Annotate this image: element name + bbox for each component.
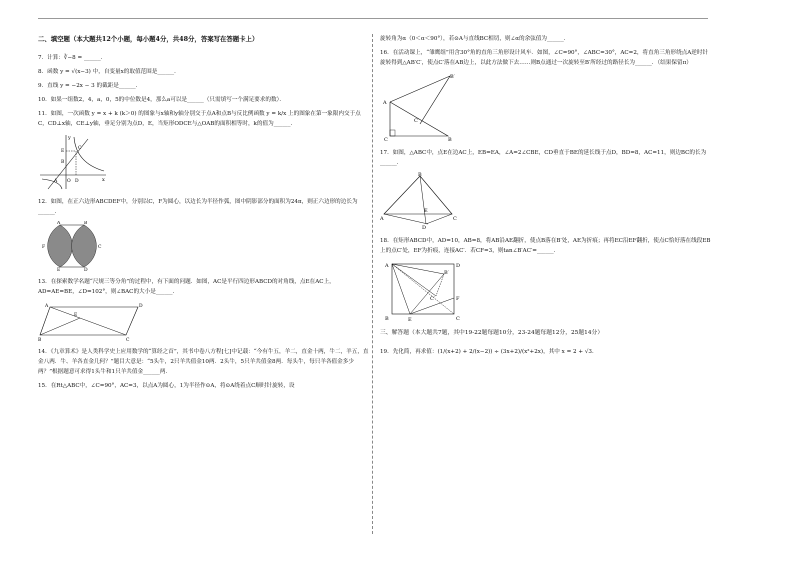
label-Bp: B′ xyxy=(444,270,449,276)
label-D: D xyxy=(84,268,88,271)
label-F: F xyxy=(456,296,460,302)
label-A: A xyxy=(45,304,49,309)
label-E: E xyxy=(57,268,61,271)
left-column xyxy=(38,34,370,395)
question-15: 15．在Rt△ABC中，∠C=90°，AC=3，以点A为圆心，1为半径作⊙A，将⊙A绕着点C顺时针旋转，设 xyxy=(38,383,295,389)
label-E: E xyxy=(61,149,65,154)
label-B: B xyxy=(38,338,42,341)
question-19: 19．先化简，再求值：(1/(x+2) + 2/(x−2)) ÷ (3x+2)/(x²+2x)，其中 x = 2 + √3． xyxy=(380,349,598,355)
label-y: y xyxy=(68,135,71,141)
label-C: C xyxy=(456,316,460,322)
label-E: E xyxy=(424,208,428,214)
question-15-continued: 旋转角为α（0＜α＜90°），若⊙A与直线BC相切，则∠α的余弦值为______． xyxy=(380,36,570,42)
question-16: 16．在活动课上，“雏鹰组”用含30°角的直角三角形设计风车．如图，∠C=90°，∠ABC=30°，AC=2，将直角三角形绕点A逆时针旋转得到△AB′C′，使点C′落在AB边上，以此方法做下去……则B点通过一次旋转至B′所经过的路径长为______．（结果保留π） xyxy=(380,50,709,66)
label-A: A xyxy=(380,216,384,222)
question-14: 14．《九章算术》是人类科学史上应用数学的“算经之首”，其书中卷八方程[七]中记载：“今有牛五，羊二，直金十两，牛二，羊五，直金八两．牛、羊各直金几何？”题目大意是：“5头牛，2只羊共值金10两．2头牛，5只羊共值金8两．每头牛，每只羊各值金多少两？”根据题意可求得1头牛和1只羊共值金______两． xyxy=(38,349,369,375)
question-17: 17．如图，△ABC中，点E在边AC上，EB=EA，∠A=2∠CBE，CD垂直于BE的延长线于点D，BD=8，AC=11，则边BC的长为______． xyxy=(380,150,707,166)
question-12: 12．如图，在正六边形ABCDEF中，分别以C，F为圆心，以边长为半径作弧，图中阴影部分的面积为24π，则正六边形的边长为______． xyxy=(38,199,358,215)
question-9: 9．直线 y = −2x − 3 的截距是______． xyxy=(38,83,142,89)
label-C: C xyxy=(453,216,457,222)
label-Bp: B′ xyxy=(450,74,455,80)
question-8: 8．函数 y = √(x−3) 中，自变量x的取值范围是______． xyxy=(38,69,180,75)
label-A: A xyxy=(57,221,61,226)
figure-q18-rectangle xyxy=(380,260,470,322)
figure-q16-windmill xyxy=(380,72,480,142)
section-fill-heading: 二、填空题（本大题共12个小题，每小题4分，共48分，答案写在答题卡上） xyxy=(38,35,259,43)
label-Cp: C′ xyxy=(430,296,435,302)
label-E: E xyxy=(74,313,78,318)
label-B: B xyxy=(418,172,422,178)
figure-q13-parallelogram xyxy=(38,301,148,341)
label-B: B xyxy=(84,221,88,226)
label-Cp: C′ xyxy=(414,118,419,124)
header-rule xyxy=(38,18,708,19)
label-A: A xyxy=(385,263,389,269)
label-O: O xyxy=(67,179,71,184)
question-18: 18．在矩形ABCD中，AD=10，AB=8，将AB沿AE翻折，使点B落在B′处，AE为折痕；再将EC沿EF翻折，使点C恰好落在线段EB上的点C′处，EF为折痕，连接AC′．若CF=3，则tan∠B′AC′=______． xyxy=(380,238,711,254)
label-C: C xyxy=(126,338,130,341)
label-D: D xyxy=(422,225,427,230)
figure-q17-triangle xyxy=(380,172,460,230)
label-C: C xyxy=(384,137,388,142)
label-D: D xyxy=(75,179,79,184)
label-D: D xyxy=(456,263,461,269)
label-D: D xyxy=(139,304,143,309)
question-7: 7．计算：∛−8 = ______． xyxy=(38,55,107,61)
label-E: E xyxy=(408,317,412,322)
question-11: 11．如图，一次函数 y = x + k (k＞0) 的图象与x轴和y轴分别交于点A和点B与反比例函数 y = k/x 上的图象在第一象限内交于点C，CD⊥x轴，CE⊥y轴，垂足分别为点D，E，当矩形ODCE与△OAB的面积相等时，k的值为______． xyxy=(38,111,361,127)
question-13: 13．在探索数学名题“尺规三等分角”的过程中，有下面的问题．如图，AC是平行四边形ABCD的对角线，点E在AC上，AD=AE=BE，∠D=102°，则∠BAC的大小是______． xyxy=(38,279,335,295)
label-F: F xyxy=(42,245,46,250)
right-column xyxy=(380,34,712,361)
label-C: C xyxy=(98,245,102,250)
label-B: B xyxy=(385,316,389,322)
figure-q11-graph xyxy=(38,133,108,191)
section-answer-heading: 三、解答题（本大题共7题，其中19-22题每题10分，23-24题每题12分，25题14分） xyxy=(380,330,604,336)
label-B: B xyxy=(61,160,65,165)
label-B: B xyxy=(448,137,452,142)
question-10: 10．如果一组数2，4，a，0，5的中位数是4，那么a可以是______（只需填写一个满足要求的数）． xyxy=(38,97,285,103)
figure-q12-hexagon xyxy=(38,221,108,271)
label-A: A xyxy=(54,179,58,184)
column-divider xyxy=(372,34,373,534)
label-x: x xyxy=(102,177,105,183)
label-C: C xyxy=(78,146,82,151)
label-A: A xyxy=(383,100,387,106)
